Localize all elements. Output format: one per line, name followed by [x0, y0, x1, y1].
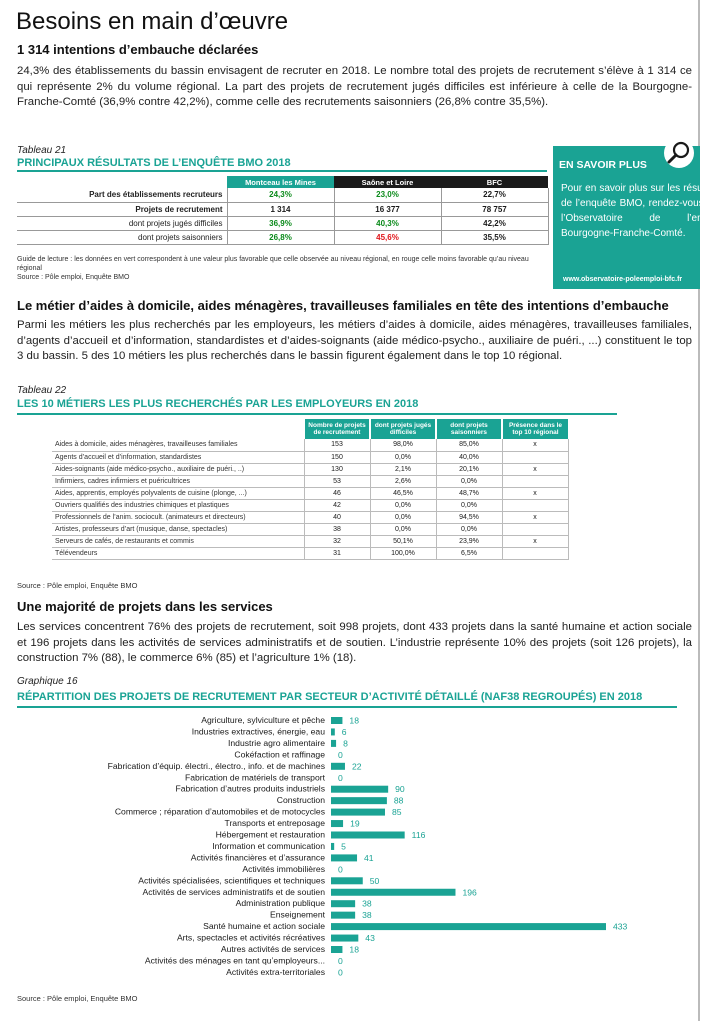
category-label: Activités des ménages en tant qu’employeurs... [144, 955, 325, 966]
category-label: Industries extractives, énergie, eau [191, 726, 325, 737]
cell-value [502, 523, 568, 535]
page-title: Besoins en main d’œuvre [16, 8, 289, 35]
category-label: Fabrication de matériels de transport [185, 772, 325, 783]
savoir-plus-link[interactable]: www.observatoire-poleemploi-bfc.fr [563, 276, 683, 283]
cell-value: x [502, 511, 568, 523]
data-label: 0 [338, 864, 343, 875]
cell-value: 0,0% [370, 499, 436, 511]
category-label: Industrie agro alimentaire [228, 737, 325, 748]
data-label: 6 [341, 726, 347, 737]
data-label: 5 [341, 841, 346, 852]
table22-header-cell: Présence dans le top 10 régional [502, 419, 568, 439]
category-label: Fabrication d’équip. électri., électro., info. et de machines [107, 760, 325, 771]
cell-value: 0,0% [436, 523, 502, 535]
table21-note [17, 255, 547, 282]
cell-value: 94,5% [436, 511, 502, 523]
table21-title: PRINCIPAUX RÉSULTATS DE L’ENQUÊTE BMO 2018 [17, 157, 291, 169]
table-row [17, 230, 548, 244]
table22-underline [17, 413, 617, 415]
table21-header-cell: Saône et Loire [334, 176, 441, 188]
table21-underline [17, 170, 547, 172]
row-label: Aides, apprentis, employés polyvalents de cuisine (plonge, ...) [52, 487, 304, 499]
table-row [52, 511, 568, 523]
data-label: 0 [338, 955, 343, 966]
cell-value: 153 [304, 439, 370, 451]
table21-source: Source : Pôle emploi, Enquête BMO [17, 274, 130, 281]
data-label: 18 [349, 944, 359, 955]
table-row [52, 475, 568, 487]
cell-value: 2,1% [370, 463, 436, 475]
table-row [17, 202, 548, 216]
cell-value: 22,7% [441, 188, 548, 202]
category-label: Santé humaine et action sociale [203, 921, 325, 932]
data-label: 41 [364, 852, 374, 863]
data-label: 22 [351, 761, 362, 772]
bar [331, 843, 334, 850]
cell-value: 40,3% [334, 216, 441, 230]
cell-value: 31 [304, 547, 370, 559]
cell-value: 85,0% [436, 439, 502, 451]
bar-chart [0, 712, 700, 992]
cell-value: 42,2% [441, 216, 548, 230]
cell-value: 0,0% [370, 511, 436, 523]
row-label: dont projets jugés difficiles [17, 216, 227, 230]
category-label: Fabrication d’autres produits industriels [175, 783, 325, 794]
cell-value: 35,5% [441, 230, 548, 244]
table22-header-cell: Nombre de projets de recrutement [304, 419, 370, 439]
data-label: 38 [362, 910, 372, 921]
data-label: 433 [613, 921, 628, 932]
category-label: Activités spécialisées, scientifiques et techniques [138, 875, 325, 886]
cell-value: 150 [304, 451, 370, 463]
data-label: 196 [462, 887, 477, 898]
cell-value: 36,9% [227, 216, 334, 230]
data-label: 0 [338, 772, 343, 783]
row-label: Part des établissements recruteurs [17, 188, 227, 202]
category-label: Activités immobilières [242, 863, 325, 874]
savoir-plus-heading: EN SAVOIR PLUS [559, 159, 647, 171]
table21-caption: Tableau 21 [17, 145, 67, 156]
category-label: Activités extra-territoriales [226, 966, 325, 977]
category-label: Administration publique [235, 898, 325, 909]
category-label: Commerce ; réparation d’automobiles et de motocycles [114, 806, 325, 817]
cell-value: 0,0% [370, 451, 436, 463]
cell-value: 6,5% [436, 547, 502, 559]
cell-value [502, 475, 568, 487]
row-label: Télévendeurs [52, 547, 304, 559]
cell-value: 40,0% [436, 451, 502, 463]
bar [331, 717, 342, 724]
data-label: 8 [343, 738, 348, 749]
table22-corner [52, 419, 304, 439]
category-label: Activités financières et d’assurance [190, 852, 325, 863]
cell-value: 0,0% [436, 499, 502, 511]
bar [331, 832, 405, 839]
graph16-source: Source : Pôle emploi, Enquête BMO [17, 994, 138, 1003]
data-label: 85 [391, 807, 402, 818]
row-label: Projets de recrutement [17, 202, 227, 216]
data-label: 88 [393, 795, 404, 806]
graph16-title: RÉPARTITION DES PROJETS DE RECRUTEMENT PAR SECTEUR D’ACTIVITÉ DÉTAILLÉ (NAF38 REGROUPÉS) EN 2018 [17, 691, 643, 703]
row-label: Ouvriers qualifiés des industries chimiques et plastiques [52, 499, 304, 511]
cell-value: 0,0% [436, 475, 502, 487]
bar [331, 763, 345, 770]
cell-value: 53 [304, 475, 370, 487]
table-row [52, 439, 568, 451]
table21-header-cell: Montceau les Mines [227, 176, 334, 188]
bar [331, 946, 342, 953]
cell-value: 16 377 [334, 202, 441, 216]
cell-value: 100,0% [370, 547, 436, 559]
graph16-underline [17, 706, 677, 708]
data-label: 0 [338, 749, 343, 760]
table-row [17, 188, 548, 202]
table22-caption: Tableau 22 [17, 385, 67, 396]
bar [331, 912, 355, 919]
cell-value: 48,7% [436, 487, 502, 499]
category-label: Cokéfaction et raffinage [234, 749, 325, 760]
row-label: Infirmiers, cadres infirmiers et puéricultrices [52, 475, 304, 487]
table-row [52, 451, 568, 463]
table22-header-cell: dont projets saisonniers [436, 419, 502, 439]
section2-heading: Le métier d’aides à domicile, aides ménagères, travailleuses familiales en tête des intentions d’embauche [17, 298, 669, 313]
table22-title: LES 10 MÉTIERS LES PLUS RECHERCHÉS PAR LES EMPLOYEURS EN 2018 [17, 398, 419, 410]
cell-value: 50,1% [370, 535, 436, 547]
cell-value: x [502, 487, 568, 499]
data-label: 0 [338, 967, 343, 978]
table21-reading-guide: Guide de lecture : les données en vert correspondent à une valeur plus favorable que celle observée au niveau régional, en rouge celle moins favorable qu’au niveau régional [17, 256, 529, 272]
bar [331, 797, 387, 804]
cell-value: 40 [304, 511, 370, 523]
cell-value: 0,0% [370, 523, 436, 535]
bar [331, 900, 355, 907]
intro-paragraph: 24,3% des établissements du bassin envisagent de recruter en 2018. Le nombre total des projets de recrutement s’élève à 1 314 ce qui représente 2% du volume régional. La part des projets de recrutement jugés difficiles est inférieure à celle de la Bourgogne-Franche-Comté (36,9% contre 42,2%), comme celle des recrutements saisonniers (26,8% contre 35,5%). [17, 65, 692, 108]
bar [331, 923, 606, 930]
data-label: 19 [350, 818, 360, 829]
table22 [52, 419, 569, 560]
data-label: 38 [362, 898, 372, 909]
row-label: Aides à domicile, aides ménagères, travailleuses familiales [52, 439, 304, 451]
cell-value: 23,0% [334, 188, 441, 202]
data-label: 43 [365, 933, 375, 944]
bar [331, 854, 357, 861]
table21-corner [17, 176, 227, 188]
data-label: 50 [369, 875, 380, 886]
bar [331, 809, 385, 816]
row-label: dont projets saisonniers [17, 230, 227, 244]
section3-heading: Une majorité de projets dans les services [17, 599, 273, 614]
cell-value [502, 451, 568, 463]
cell-value [502, 547, 568, 559]
cell-value: 46 [304, 487, 370, 499]
bar [331, 935, 358, 942]
table21 [17, 176, 549, 245]
cell-value: 23,9% [436, 535, 502, 547]
cell-value: x [502, 535, 568, 547]
table-row [52, 535, 568, 547]
table-row [17, 216, 548, 230]
cell-value: 2,6% [370, 475, 436, 487]
category-label: Arts, spectacles et activités récréatives [176, 932, 325, 943]
savoir-plus-text: Pour en savoir plus sur les résultats de l’enquête BMO, rendez-vous sur l’Observatoire de l’emploi Bourgogne-Franche-Comté. [561, 183, 721, 239]
cell-value: 78 757 [441, 202, 548, 216]
cell-value: 38 [304, 523, 370, 535]
table-row [52, 523, 568, 535]
cell-value: 45,6% [334, 230, 441, 244]
row-label: Agents d’accueil et d’information, standardistes [52, 451, 304, 463]
category-label: Transports et entreposage [224, 818, 325, 829]
section2-paragraph: Parmi les métiers les plus recherchés par les employeurs, les métiers d’aides à domicile, aides ménagères, travailleuses familiales, d’agents d’accueil et d’information, standardistes et d’aides-soignants (aide médico-psycho., auxiliaire de puéri., ...) constituent le top 3 du bassin. 5 des 10 métiers les plus recherchés dans le bassin figurent également dans le top 10 régional. [17, 319, 692, 362]
bar [331, 728, 335, 735]
cell-value: x [502, 439, 568, 451]
category-label: Construction [276, 795, 325, 806]
category-label: Agriculture, sylviculture et pêche [201, 715, 325, 725]
table-row [52, 463, 568, 475]
cell-value: 130 [304, 463, 370, 475]
data-label: 116 [411, 830, 426, 840]
cell-value: 1 314 [227, 202, 334, 216]
table-row [52, 487, 568, 499]
cell-value: 24,3% [227, 188, 334, 202]
category-label: Information et communication [212, 840, 325, 851]
cell-value [502, 499, 568, 511]
row-label: Artistes, professeurs d’art (musique, danse, spectacles) [52, 523, 304, 535]
table22-header-cell: dont projets jugés difficiles [370, 419, 436, 439]
bar [331, 889, 455, 896]
page-subtitle: 1 314 intentions d’embauche déclarées [17, 42, 259, 57]
row-label: Serveurs de cafés, de restaurants et commis [52, 535, 304, 547]
cell-value: 20,1% [436, 463, 502, 475]
table-row [52, 499, 568, 511]
section3-paragraph: Les services concentrent 76% des projets de recrutement, soit 998 projets, dont 433 projets dans la santé humaine et action sociale et 196 projets dans les activités de services administratifs et de soutien. L’industrie représente 10% des projets (soit 126 projets), la construction 7% (88), le commerce 6% (85) et l’agriculture 1% (18). [17, 621, 692, 664]
data-label: 18 [349, 715, 359, 726]
category-label: Hébergement et restauration [215, 829, 325, 840]
table-row [52, 547, 568, 559]
category-label: Enseignement [270, 909, 325, 920]
table22-body [52, 439, 568, 559]
cell-value: 32 [304, 535, 370, 547]
table21-header-cell: BFC [441, 176, 548, 188]
chart-svg [0, 712, 700, 992]
cell-value: 26,8% [227, 230, 334, 244]
cell-value: x [502, 463, 568, 475]
search-icon-glyph [664, 138, 694, 168]
row-label: Professionnels de l’anim. sociocult. (animateurs et directeurs) [52, 511, 304, 523]
row-label: Aides-soignants (aide médico-psycho., auxiliaire de puéri., ..) [52, 463, 304, 475]
cell-value: 46,5% [370, 487, 436, 499]
category-label: Autres activités de services [220, 944, 325, 954]
data-label: 90 [395, 784, 405, 795]
bar [331, 820, 343, 827]
search-icon[interactable] [664, 138, 694, 168]
cell-value: 98,0% [370, 439, 436, 451]
category-label: Activités de services administratifs et de soutien [142, 886, 325, 897]
bar [331, 786, 388, 793]
cell-value: 42 [304, 499, 370, 511]
graph16-caption: Graphique 16 [17, 676, 78, 687]
bar [331, 877, 363, 884]
bar [331, 740, 336, 747]
table22-source: Source : Pôle emploi, Enquête BMO [17, 581, 138, 590]
